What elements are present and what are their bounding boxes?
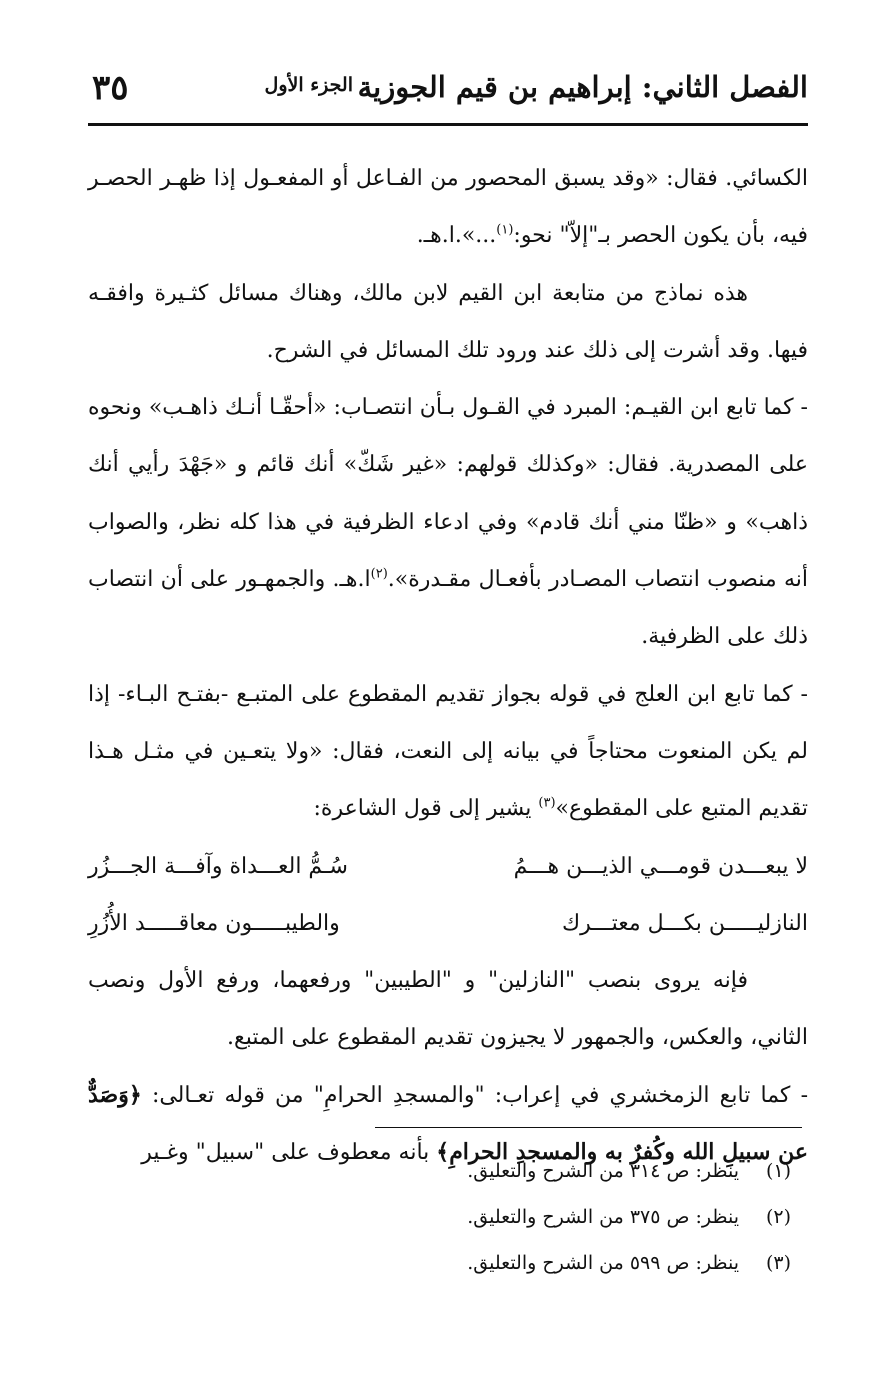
footnote-number: (٣): [765, 1252, 791, 1274]
page-number: ٣٥: [92, 68, 129, 108]
footnote: [351, 1194, 791, 1240]
poem-hemistich-second: والطيبـــــون معاقـــــد الأُزُرِ: [88, 910, 340, 936]
header-rule: [88, 123, 808, 126]
paragraph-3-end: ا.هـ. والجمهـور على أن انتصاب ذلك على الظرفية.: [88, 567, 808, 650]
poem-verse: [88, 838, 808, 895]
paragraph-6-end: بأنه معطوف على "سبيل" وغـير: [141, 1140, 430, 1166]
quran-verse: ﴿وَصَدٌّ عن سبيلِ الله وكُفرٌ به والمسجدِ الحرامِ﴾: [88, 1081, 808, 1166]
footnote-number: (١): [765, 1160, 791, 1182]
paragraph-3: [88, 379, 808, 665]
paragraph-1-text: الكسائي. فقال: «وقد يسبق المحصور من الفـاعل أو المفعـول إذا ظهـر الحصـر فيه، بأن يكون الحصر بـ"إلاّ" نحو:: [88, 166, 808, 249]
paragraph-6-text: - كما تابع الزمخشري في إعراب: "والمسجدِ الحرامِ" من قوله تعـالى:: [151, 1082, 809, 1108]
footnote-ref-1: (١): [496, 222, 514, 238]
running-header: [88, 68, 808, 126]
poem-hemistich-first: لا يبعـــدن قومـــي الذيـــن هـــمُ: [513, 853, 808, 879]
paragraph-5: فإنه يروى بنصب "النازلين" و "الطيبين" ورفعهما، ورفع الأول ونصب الثاني، والعكس، والجمهور لا يجيزون تقديم المقطوع على المتبع.: [88, 968, 808, 1051]
paragraph-2: هذه نماذج من متابعة ابن القيم لابن مالك، وهناك مسائل كثـيرة وافقـه فيها. وقد أشرت إلى ذلك عند ورود تلك المسائل في الشرح.: [88, 280, 808, 363]
footnote-text: ينظر: ص ٣٧٥ من الشرح والتعليق.: [467, 1206, 739, 1228]
paragraph-4-text: - كما تابع ابن العلج في قوله بجواز تقديم المقطوع على المتبـع -بفتـح البـاء- إذا لم يكن المنعوت محتاجاً في بيانه إلى النعت، فقال: «ولا يتعـين في مثـل هـذا تقديم المتبع على المقطوع»: [88, 681, 808, 822]
paragraph-3-text: - كما تابع ابن القيـم: المبرد في القـول بـأن انتصـاب: «أحقّـا أنـك ذاهـب» ونحوه على المصدرية. فقال: «وكذلك قولهم: «غير شَكّ» أنك قائم و «جَهْدَ رأيي أنك ذاهب» و «ظنّا مني أنك قادم» وفي ادعاء الظرفية في هذا كله نظر، والصواب أنه منصوب انتصاب المصـادر بأفعـال مقـدرة».: [88, 395, 808, 593]
poem-verse: [88, 895, 808, 952]
footnote-ref-3: (٣): [538, 795, 556, 811]
poem: [88, 838, 808, 953]
paragraph-1: [88, 150, 808, 265]
paragraph-4: [88, 666, 808, 838]
poem-hemistich-second: سُـمُّ العـــداة وآفـــة الجـــزُر: [88, 853, 348, 879]
chapter-title: الفصل الثاني: إبراهيم بن قيم الجوزية: [357, 70, 808, 104]
paragraph-4-end: يشير إلى قول الشاعرة:: [313, 796, 532, 822]
footnote: [351, 1240, 791, 1286]
footnote-text: ينظر: ص ٣١٤ من الشرح والتعليق.: [467, 1160, 739, 1182]
footnote-text: ينظر: ص ٥٩٩ من الشرح والتعليق.: [467, 1252, 739, 1274]
footnote-ref-2: (٢): [370, 566, 388, 582]
poem-hemistich-first: النازليـــــن بكـــل معتـــرك: [562, 910, 808, 936]
paragraph-1-end: ...».ا.هـ.: [416, 223, 497, 249]
footnote-separator: [375, 1127, 802, 1128]
main-text: [88, 150, 808, 1181]
footnote: [351, 1148, 791, 1194]
footnotes: [351, 1148, 791, 1286]
part-label: الجزء الأول: [264, 74, 353, 96]
footnote-number: (٢): [765, 1206, 791, 1228]
